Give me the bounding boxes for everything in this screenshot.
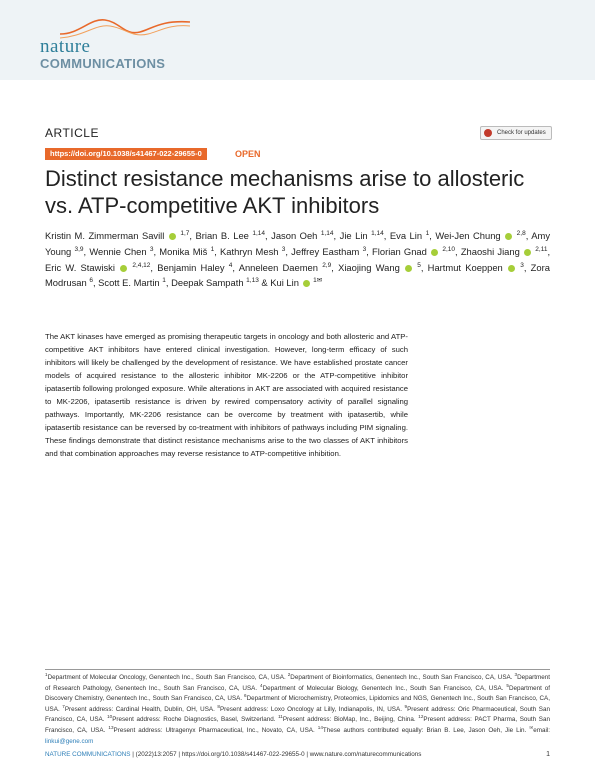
author-name[interactable] — [89, 246, 153, 257]
journal-header-band — [0, 0, 595, 80]
check-updates-label: Check for updates — [497, 130, 546, 136]
author-name[interactable] — [461, 246, 548, 257]
author-name[interactable] — [157, 262, 232, 273]
author-name[interactable] — [390, 230, 429, 241]
envelope-icon: ✉ — [529, 724, 534, 730]
author-name-text: Jason Oeh — [271, 230, 318, 241]
orcid-icon[interactable] — [303, 280, 310, 287]
author-name-text: Zora Modrusan — [45, 261, 550, 289]
journal-logo[interactable] — [40, 14, 190, 74]
affiliation-text: Present address: PACT Pharma, South San Francisco, CA, USA. — [45, 716, 550, 734]
author-affiliation-marker: 1,14 — [320, 229, 334, 237]
author-affiliation-marker: 3 — [520, 261, 524, 269]
page-footer — [45, 749, 550, 761]
affiliation-text: Present address: Cardinal Health, Dublin, OH, USA. — [64, 705, 218, 713]
author-name-text: Scott E. Martin — [98, 277, 160, 289]
article-title: Distinct resistance mechanisms arise to allosteric vs. ATP-competitive AKT inhibitors — [45, 166, 525, 218]
author-name-text: Florian Gnad — [372, 245, 427, 257]
affiliation-number: 13 — [108, 724, 114, 730]
check-updates-icon — [484, 129, 492, 137]
orcid-icon[interactable] — [169, 233, 176, 240]
author-name-text: Benjamin Haley — [157, 261, 225, 273]
affiliations — [45, 669, 550, 747]
author-name[interactable] — [45, 262, 150, 273]
affiliation-text: Department of Molecular Biology, Genentech Inc., South San Francisco, CA, USA. — [262, 684, 507, 692]
email-label: email: — [533, 726, 550, 734]
author-name-text: Zhaoshi Jiang — [460, 245, 520, 257]
author-name-text: Deepak Sampath — [171, 277, 244, 289]
affiliation-text: Department of Molecular Oncology, Genentech Inc., South San Francisco, CA, USA. — [47, 674, 288, 681]
author-name-text: Anneleen Daemen — [238, 261, 318, 273]
author-name[interactable] — [196, 230, 266, 241]
orcid-icon[interactable] — [524, 249, 531, 256]
affiliation-text: Department of Microchemistry, Proteomics, Lipidomics and NGS, Genentech Inc., South San Francisco, CA, USA. — [45, 695, 550, 713]
footer-journal-link[interactable]: NATURE COMMUNICATIONS — [45, 751, 131, 758]
author-name-text: Wennie Chen — [89, 245, 147, 257]
author-affiliation-marker: 3 — [281, 245, 286, 253]
author-affiliation-marker: 3 — [149, 245, 154, 253]
author-affiliation-marker: 1 — [210, 245, 215, 253]
author-name[interactable] — [159, 246, 214, 257]
affiliation-text: Present address: Oric Pharmaceutical, South San Francisco, CA, USA. — [45, 705, 551, 724]
author-name-text: Brian B. Lee — [195, 230, 249, 241]
doi-link[interactable]: https://doi.org/10.1038/s41467-022-29655-0 — [45, 148, 207, 160]
author-affiliation-marker: 1✉ — [313, 277, 323, 285]
affiliation-number: 1 — [45, 671, 48, 677]
author-name-text: Jie Lin — [339, 230, 368, 241]
author-name[interactable] — [171, 277, 259, 288]
author-name[interactable] — [239, 262, 332, 273]
logo-communications-text: COMMUNICATIONS — [40, 56, 166, 71]
author-name-text: Hartmut Koeppen — [427, 261, 503, 273]
author-affiliation-marker: 2,10 — [442, 245, 455, 253]
author-affiliation-marker: 2,8 — [516, 229, 526, 237]
affiliation-text: Present address: Roche Diagnostics, Basel, Switzerland. — [112, 716, 279, 724]
affiliation-number: 9 — [404, 703, 408, 709]
author-affiliation-marker: 4 — [228, 261, 233, 269]
affiliation-number: 2 — [287, 671, 291, 677]
abstract: The AKT kinases have emerged as promising therapeutic targets in oncology and both allosteric and ATP-competitive AKT inhibitors have entered clinical investigation. However, long-term efficacy of such inhibitors will likely be challenged by the development of resistance. We have established prostate cancer models of acquired resistance to the allosteric inhibitor MK-2206 or the ATP-competitive inhibitor ipatasertib following prolonged exposure. While alterations in AKT are associated with acquired resistance to MK-2206, ipatasertib resistance is driven by rewired compensatory activity of parallel signaling pathways. Importantly, MK-2206 resistance can be overcome by treatment with ipatasertib, while ipatasertib resistance can be reversed by co-treatment with inhibitors of pathways including PIM signaling. These findings demonstrate that distinct resistance mechanisms arise to the two classes of AKT inhibitors and that combination approaches may reverse resistance to ATP-competitive inhibition. — [45, 332, 408, 458]
author-name[interactable] — [45, 230, 189, 241]
affiliation-text: Department of Discovery Chemistry, Genentech Inc., South San Francisco, CA, USA. — [45, 684, 550, 703]
author-name-text: Amy Young — [45, 230, 551, 257]
affiliation-text: Present address: Loxo Oncology at Lilly, Indianapolis, IN, USA. — [219, 705, 405, 713]
page-number: 1 — [546, 751, 550, 758]
logo-nature-text: nature — [40, 36, 91, 57]
author-name-text: Eva Lin — [389, 230, 423, 241]
author-affiliation-marker: 3 — [362, 245, 367, 253]
author-name-text: Kristin M. Zimmerman Savill — [45, 230, 165, 241]
orcid-icon[interactable] — [120, 265, 127, 272]
affiliation-number: 8 — [217, 703, 220, 709]
author-name[interactable] — [435, 230, 525, 241]
affiliation-number: 5 — [506, 682, 509, 688]
open-access-badge: OPEN — [235, 149, 261, 159]
author-affiliation-marker: 1,7 — [180, 229, 190, 237]
author-name[interactable] — [270, 277, 322, 288]
author-affiliation-marker: 2,11 — [535, 245, 548, 253]
affiliation-number: 4 — [260, 682, 263, 688]
author-affiliation-marker: 1 — [425, 229, 430, 237]
affiliation-text: Department of Bioinformatics, Genentech Inc., South San Francisco, CA, USA. — [290, 674, 515, 681]
author-name[interactable] — [291, 246, 366, 257]
author-name[interactable] — [220, 246, 285, 257]
affiliation-number: 7 — [62, 703, 65, 709]
footer-citation: | (2022)13:2057 | https://doi.org/10.1038/s41467-022-29655-0 | www.nature.com/naturecommunications — [132, 751, 422, 758]
affiliation-number: 14 — [317, 724, 323, 730]
author-affiliation-marker: 3,9 — [74, 245, 84, 253]
affiliation-number: 11 — [278, 714, 283, 720]
corresponding-email-link[interactable]: linkui@gene.com — [45, 737, 94, 745]
orcid-icon[interactable] — [405, 265, 412, 272]
author-name[interactable] — [338, 262, 421, 273]
author-name-text: Wei-Jen Chung — [435, 230, 501, 241]
author-name[interactable] — [271, 230, 333, 241]
article-type-label: ARTICLE — [45, 126, 99, 140]
orcid-icon[interactable] — [431, 249, 438, 256]
author-affiliation-marker: 5 — [417, 261, 421, 269]
author-name-text: Monika Miš — [159, 245, 208, 257]
author-name-text: Eric W. Stawiski — [45, 261, 115, 273]
author-affiliation-marker: 1 — [162, 277, 166, 285]
author-name[interactable] — [428, 262, 524, 273]
author-affiliation-marker: 1,14 — [371, 229, 384, 237]
author-affiliation-marker: 6 — [89, 277, 93, 285]
author-affiliation-marker: 1,13 — [246, 277, 259, 285]
author-affiliation-marker: 2,9 — [322, 261, 332, 269]
orcid-icon[interactable] — [505, 233, 512, 240]
author-list: Kristin M. Zimmerman Savill $^{1,7}$, Brian B. Lee $^{1,14}$, Jason Oeh $^{1,14}$, Jie Lin $^{1,14}$, Eva Lin $^1$, Wei-Jen Chung $^{2,8}$, Amy Young $^{3,9}$, Wennie Chen $^3$, Monika Miš $^1$, Kathryn Mesh $^3$, Jeffrey Eastham $^3$, Florian Gnad $^{2,10}$, Zhaoshi Jiang $^{2,11}$, Eric W. Stawiski $^{2,4,12}$, Benjamin Haley $^4$, Anneleen Daemen $^{2,9}$, Xiaojing Wang $^5$, Hartmut Koeppen $^3$, Zora Modrusan $^6$, Scott E. Martin $^1$, Deepak Sampath $^{1,13}$ & Kui Lin $^{1✉}$ — [45, 229, 551, 289]
affiliation-number: 10 — [107, 714, 113, 720]
author-affiliation-marker: 2,4,12 — [132, 261, 151, 269]
affiliation-text: Present address: Ultragenyx Pharmaceutical, Inc., Novato, CA, USA. — [113, 726, 318, 734]
affiliation-number: 3 — [514, 671, 518, 677]
author-name-text: Xiaojing Wang — [338, 261, 400, 273]
author-name-text: Kui Lin — [270, 277, 299, 289]
author-name[interactable] — [372, 246, 455, 257]
author-name-text: Jeffrey Eastham — [291, 245, 360, 257]
check-for-updates-button[interactable] — [480, 126, 552, 140]
affiliation-text: These authors contributed equally: Brian B. Lee, Jason Oeh, Jie Lin. — [322, 726, 530, 734]
affiliation-number: 6 — [244, 693, 247, 699]
author-name[interactable] — [98, 277, 166, 288]
affiliation-number: 12 — [418, 714, 424, 720]
author-name-text: Kathryn Mesh — [220, 245, 279, 257]
author-affiliation-marker: 1,14 — [252, 229, 266, 237]
affiliation-text: Present address: BioMap, Inc., Beijing, China. — [282, 716, 419, 724]
affiliation-text: Department of Research Pathology, Genentech Inc., South San Francisco, CA, USA. — [45, 674, 550, 692]
orcid-icon[interactable] — [508, 265, 515, 272]
author-name[interactable] — [340, 230, 384, 241]
